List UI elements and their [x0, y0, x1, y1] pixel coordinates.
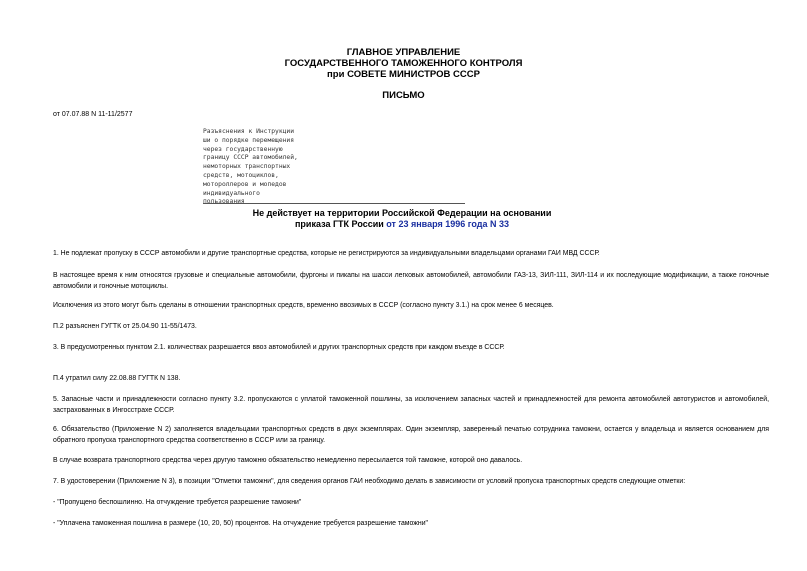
status-notice — [200, 208, 604, 230]
status-line-1: Не действует на территории Российской Федерации на основании — [252, 208, 552, 218]
paragraph: В настоящее время к ним относятся грузовые и специальные автомобили, фургоны и пикапы на шасси легковых автомобилей, автомобили ГАЗ-13, ЗИЛ-111, ЗИЛ-114 и их последующие модификации, а также гоночные автомобили и гоночные мотоциклы. — [53, 272, 769, 290]
subject-line: ши о порядке перемещения — [203, 136, 294, 144]
org-title-line-2: ГОСУДАРСТВЕННОГО ТАМОЖЕННОГО КОНТРОЛЯ — [284, 58, 523, 69]
paragraph: 7. В удостоверении (Приложение N 3), в позиции "Отметки таможни", для сведения органов ГАИ необходимо делать в зависимости от условий пропуска транспортных средств следующие отметки: — [53, 478, 686, 485]
paragraph: Исключения из этого могут быть сделаны в отношении транспортных средств, временно ввозимых в СССР (согласно пункту 3.1.) на срок менее 6 месяцев. — [53, 302, 554, 309]
paragraph: - "Пропущено беспошлинно. На отчуждение требуется разрешение таможни" — [53, 499, 302, 506]
status-prefix: приказа ГТК России — [295, 219, 387, 229]
paragraph: 3. В предусмотренных пунктом 2.1. количествах разрешается ввоз автомобилей и других транспортных средств при каждом въезде в СССР. — [53, 344, 505, 351]
org-title-line-3: при СОВЕТЕ МИНИСТРОВ СССР — [327, 69, 480, 80]
paragraph: 5. Запасные части и принадлежности согласно пункту 3.2. пропускаются с уплатой таможенной пошлины, за исключением запасных частей и принадлежностей для ремонта автомобилей автотуристов и автомобилей, застрахованных в Ингосстрахе СССР. — [53, 396, 769, 414]
subject-line: пользования — [203, 198, 245, 206]
document-reference: от 07.07.88 N 11-11/2577 — [53, 111, 133, 118]
org-title-line-1: ГЛАВНОЕ УПРАВЛЕНИЕ — [346, 47, 461, 58]
paragraph: 1. Не подлежат пропуску в СССР автомобили и другие транспортные средства, которые не регистрируются за индивидуальными владельцами органами ГАИ МВД СССР. — [53, 250, 600, 257]
paragraph: П.2 разъяснен ГУГТК от 25.04.90 11-55/1473. — [53, 323, 197, 330]
paragraph: П.4 утратил силу 22.08.88 ГУГТК N 138. — [53, 375, 181, 382]
document-subject — [203, 128, 310, 207]
subject-line: средств, мотоциклов, — [203, 171, 279, 179]
subject-line: мотороллеров и мопедов — [203, 180, 287, 188]
paragraph: В случае возврата транспортного средства через другую таможню обязательство немедленно пересылается той таможне, которой оно давалось. — [53, 457, 523, 464]
paragraph: - "Уплачена таможенная пошлина в размере (10, 20, 50) процентов. На отчуждение требуется разрешение таможни" — [53, 520, 429, 527]
subject-line: границу СССР автомобилей, — [203, 154, 298, 162]
document-type: ПИСЬМО — [382, 90, 425, 101]
subject-line: через государственную — [203, 145, 283, 153]
paragraph: 6. Обязательство (Приложение N 2) заполняется владельцами транспортных средств в двух экземплярах. Один экземпляр, заверенный печатью сотрудника таможни, остается у владельца и является основанием для обратного пропуска транспортного средства соответственно в СССР или за границу. — [53, 426, 769, 444]
subject-line: немоторных транспортных — [203, 163, 291, 171]
subject-line: Разъяснения к Инструкции — [203, 128, 294, 135]
order-link[interactable]: от 23 января 1996 года N 33 — [386, 219, 509, 229]
status-line-2 — [200, 219, 604, 230]
subject-line: индивидуального — [203, 189, 260, 197]
divider — [203, 203, 465, 204]
